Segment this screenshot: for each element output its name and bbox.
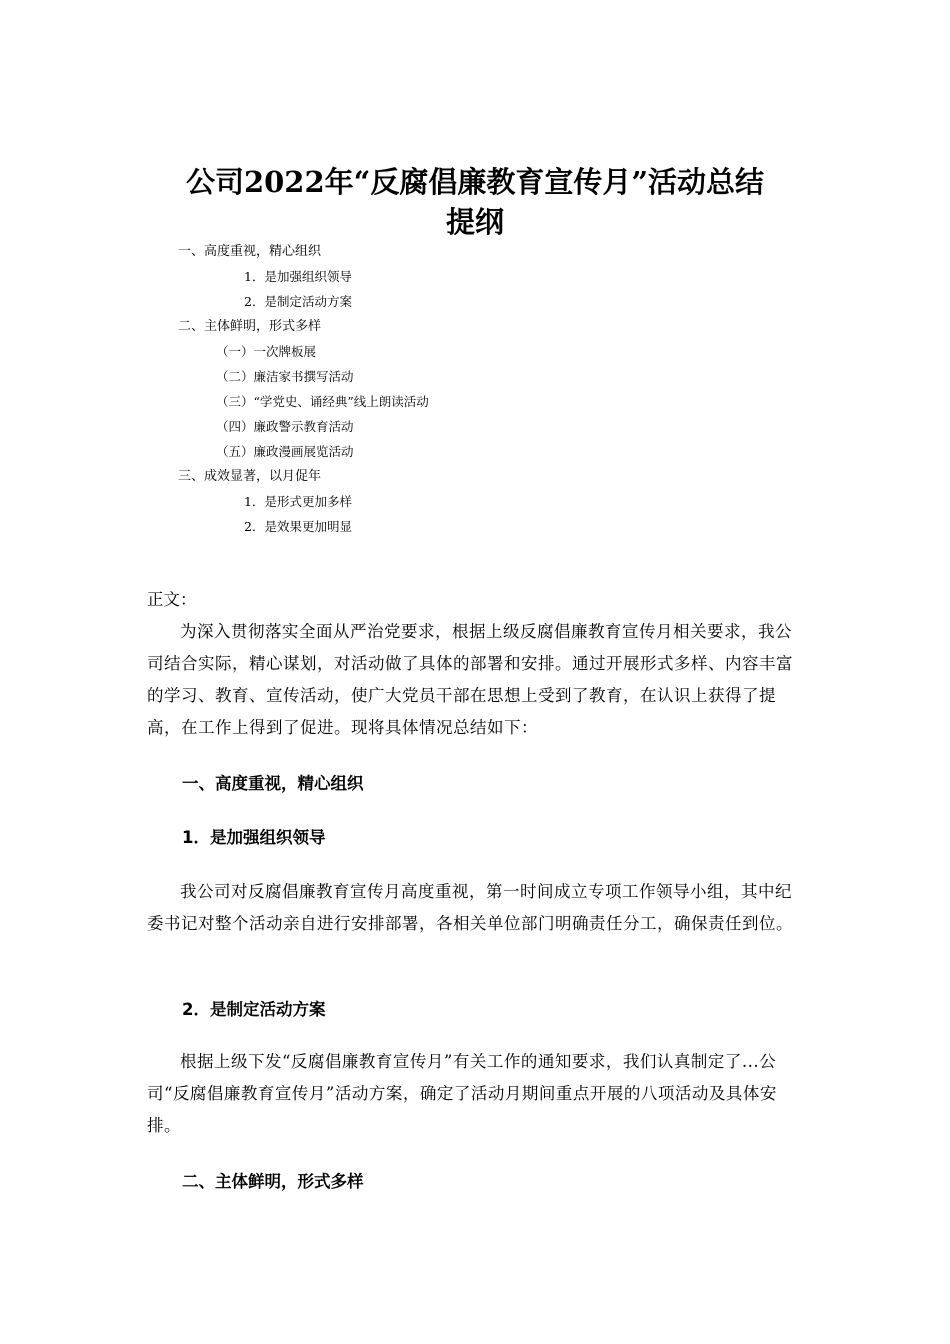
subsection-text-1: 我公司对反腐倡廉教育宣传月高度重视，第一时间成立专项工作领导小组，其中纪委书记对整个活动亲自进行安排部署，各相关单位部门明确责任分工，确保责任到位。	[147, 882, 793, 933]
intro-paragraph	[147, 616, 807, 744]
outline-item: （五）廉政漫画展览活动	[216, 444, 354, 459]
subsection-heading-2: 2．是制定活动方案	[182, 1000, 326, 1019]
outline-item: 1．是形式更加多样	[244, 494, 352, 509]
document-title-line2: 提纲	[445, 205, 504, 239]
outline-item: （四）廉政警示教育活动	[216, 419, 354, 434]
outline-item: 2．是效果更加明显	[244, 519, 352, 534]
intro-text: 为深入贯彻落实全面从严治党要求，根据上级反腐倡廉教育宣传月相关要求，我公司结合实际，精心谋划，对活动做了具体的部署和安排。通过开展形式多样、内容丰富的学习、教育、宣传活动，使广大党员干部在思想上受到了教育，在认识上获得了提高，在工作上得到了促进。现将具体情况总结如下：	[147, 622, 793, 737]
subsection-paragraph-2	[147, 1046, 807, 1142]
outline-item: （二）廉洁家书撰写活动	[216, 369, 354, 384]
subsection-text-2: 根据上级下发“反腐倡廉教育宣传月”有关工作的通知要求，我们认真制定了...公司“反腐倡廉教育宣传月”活动方案，确定了活动月期间重点开展的八项活动及具体安排。	[147, 1052, 777, 1135]
subsection-paragraph-1	[147, 876, 807, 940]
document-title: 公司2022年“反腐倡廉教育宣传月”活动总结	[185, 165, 765, 199]
subsection-heading-1: 1．是加强组织领导	[182, 828, 326, 847]
outline-item: 三、成效显著，以月促年	[178, 469, 322, 484]
outline-item: 二、主体鲜明，形式多样	[178, 319, 322, 334]
outline-item: 1．是加强组织领导	[244, 269, 352, 284]
outline-item: 一、高度重视，精心组织	[178, 244, 322, 259]
outline-item: 2．是制定活动方案	[244, 294, 352, 309]
section-heading-1: 一、高度重视，精心组织	[182, 774, 364, 793]
outline-item: （三）“学党史、诵经典”线上朗读活动	[216, 394, 429, 409]
body-label: 正文：	[147, 590, 197, 609]
outline-item: （一）一次牌板展	[216, 344, 317, 359]
section-heading-2: 二、主体鲜明，形式多样	[182, 1172, 364, 1191]
